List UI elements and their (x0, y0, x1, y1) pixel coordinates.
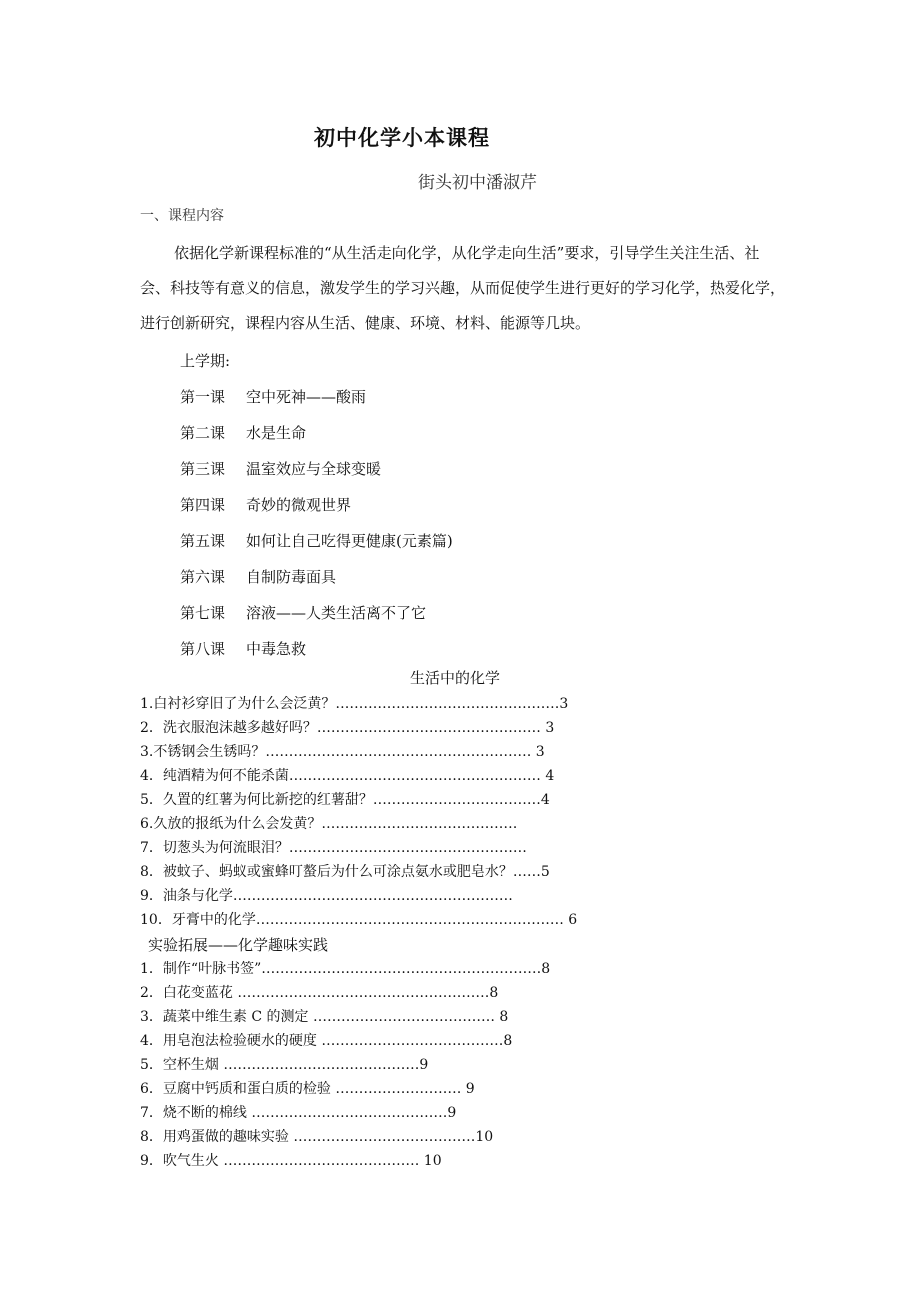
lesson-item (180, 602, 426, 623)
document-title: 初中化学小本课程 (314, 125, 490, 150)
toc-entry: 7．烧不断的棉线 ……………………………………9 (140, 1105, 457, 1121)
toc-entry: 4．用皂泡法检验硬水的硬度 …………………………………8 (140, 1033, 513, 1049)
lesson-number: 第一课 (180, 388, 226, 406)
lesson-item (180, 638, 306, 659)
lesson-number: 第二课 (180, 424, 226, 442)
lesson-title: 自制防毒面具 (246, 568, 337, 586)
intro-paragraph: 依据化学新课程标准的“从生活走向化学，从化学走向生活”要求，引导学生关注生活、社会、科技等有意义的信息，激发学生的学习兴趣，从而促使学生进行更好的学习化学，热爱化学，进行创新研究，课程内容从生活、健康、环境、材料、能源等几块。 (140, 244, 786, 332)
toc-entry: 2．洗衣服泡沫越多越好吗？………………………………………… 3 (140, 720, 555, 736)
toc-entry: 6.久放的报纸为什么会发黄？…………………………………… (140, 816, 518, 832)
lesson-item (180, 458, 381, 479)
lesson-number: 第四课 (180, 496, 226, 514)
lesson-title: 中毒急救 (246, 640, 307, 658)
toc-entry: 4．纯酒精为何不能杀菌……………………………………………… 4 (140, 768, 555, 784)
lesson-item (180, 386, 366, 407)
lesson-number: 第八课 (180, 640, 226, 658)
toc-entry: 6．豆腐中钙质和蛋白质的检验 ……………………… 9 (140, 1081, 475, 1097)
toc-entry: 7．切葱头为何流眼泪？…………………………………………… (140, 840, 527, 856)
lesson-number: 第七课 (180, 604, 226, 622)
lesson-title: 温室效应与全球变暖 (246, 460, 382, 478)
lesson-item (180, 530, 453, 551)
lesson-item (180, 566, 336, 587)
lesson-title: 溶液——人类生活离不了它 (246, 604, 427, 622)
toc-entry: 3.不锈钢会生锈吗？………………………………………………… 3 (140, 744, 545, 760)
toc-entry: 8．被蚊子、蚂蚁或蜜蜂叮螯后为什么可涂点氨水或肥皂水？……5 (140, 864, 550, 880)
lesson-title: 空中死神——酸雨 (246, 388, 367, 406)
lesson-number: 第六课 (180, 568, 226, 586)
toc-entry: 5．久置的红薯为何比新挖的红薯甜？………………………………4 (140, 792, 550, 808)
toc-entry: 10．牙膏中的化学………………………………………………………… 6 (140, 912, 578, 928)
toc-entry: 9．吹气生火 …………………………………… 10 (140, 1153, 442, 1169)
section-heading: 一、课程内容 (140, 208, 224, 224)
toc-entry: 8．用鸡蛋做的趣味实验 …………………………………10 (140, 1129, 494, 1145)
toc-entry: 1．制作“叶脉书签”……………………………………………………8 (140, 961, 551, 977)
toc-entry: 5．空杯生烟 ……………………………………9 (140, 1057, 429, 1073)
lesson-title: 水是生命 (246, 424, 307, 442)
toc-life-heading: 生活中的化学 (410, 669, 501, 687)
lesson-number: 第五课 (180, 532, 226, 550)
lesson-item (180, 422, 306, 443)
lesson-number: 第三课 (180, 460, 226, 478)
lesson-title: 如何让自己吃得更健康(元素篇) (246, 532, 453, 550)
lesson-title: 奇妙的微观世界 (246, 496, 352, 514)
toc-entry: 9．油条与化学…………………………………………………… (140, 888, 513, 904)
toc-experiment-heading: 实验拓展——化学趣味实践 (148, 936, 329, 954)
toc-entry: 3．蔬菜中维生素 C 的测定 ………………………………… 8 (140, 1009, 509, 1025)
author-line: 街头初中潘淑芹 (418, 173, 537, 193)
semester-label: 上学期: (180, 352, 231, 370)
toc-entry: 2．白花变蓝花 ………………………………………………8 (140, 985, 499, 1001)
toc-entry: 1.白衬衫穿旧了为什么会泛黄？…………………………………………3 (140, 696, 569, 712)
lesson-item (180, 494, 351, 515)
